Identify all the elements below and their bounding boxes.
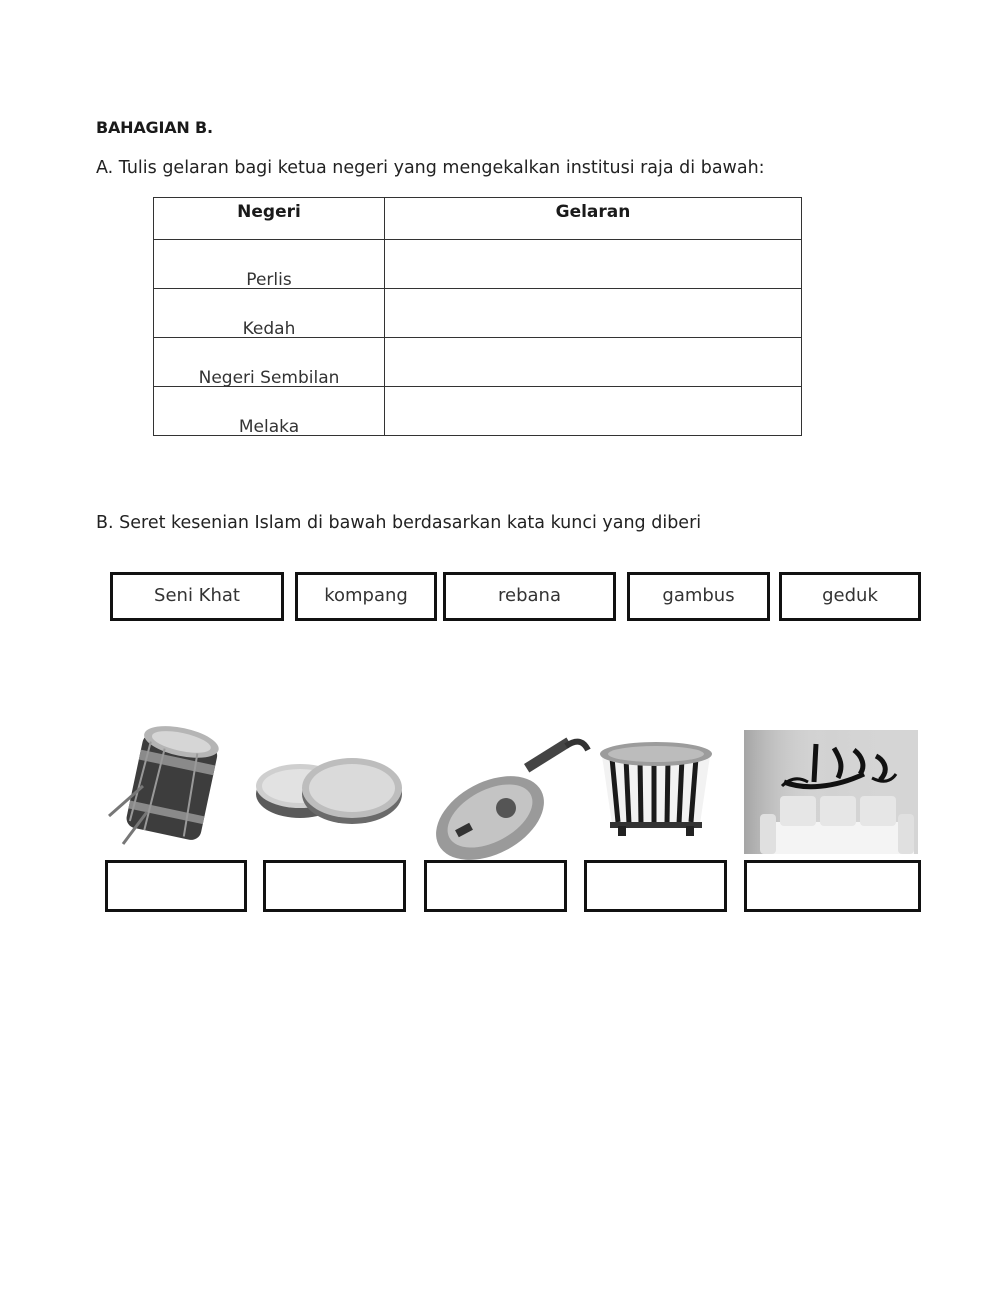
table-row [154,387,802,436]
kompang-rebana-icon [254,744,406,834]
negeri-label: Perlis [246,270,292,290]
cell-negeri [154,338,385,387]
geduk-drum-icon [103,716,233,846]
cell-gelaran-input[interactable] [385,240,802,289]
drop-target-4[interactable] [584,860,727,912]
column-header-gelaran: Gelaran [385,198,802,240]
cell-negeri [154,387,385,436]
negeri-label: Melaka [238,417,300,437]
drop-target-2[interactable] [263,860,406,912]
gelaran-table [153,197,802,436]
calligraphy-wall-icon [744,730,918,854]
cell-negeri [154,240,385,289]
cell-gelaran-input[interactable] [385,387,802,436]
word-seni-khat[interactable]: Seni Khat [110,572,284,621]
word-kompang[interactable]: kompang [295,572,437,621]
drop-target-3[interactable] [424,860,567,912]
drop-target-1[interactable] [105,860,247,912]
negeri-label: Kedah [242,319,296,339]
cell-negeri [154,289,385,338]
part-b-instruction: B. Seret kesenian Islam di bawah berdasarkan kata kunci yang diberi [96,513,702,533]
cell-gelaran-input[interactable] [385,289,802,338]
table-row [154,289,802,338]
gambus-lute-icon [428,720,593,860]
word-geduk[interactable]: geduk [779,572,921,621]
table-row [154,240,802,289]
word-rebana[interactable]: rebana [443,572,616,621]
drop-target-5[interactable] [744,860,921,912]
cell-gelaran-input[interactable] [385,338,802,387]
section-heading: BAHAGIAN B. [96,118,213,137]
part-a-instruction: A. Tulis gelaran bagi ketua negeri yang mengekalkan institusi raja di bawah: [96,158,765,178]
drum-icon [596,738,716,838]
table-header-row [154,198,802,240]
column-header-negeri: Negeri [154,198,385,240]
table-row [154,338,802,387]
word-gambus[interactable]: gambus [627,572,770,621]
negeri-label: Negeri Sembilan [198,368,340,388]
